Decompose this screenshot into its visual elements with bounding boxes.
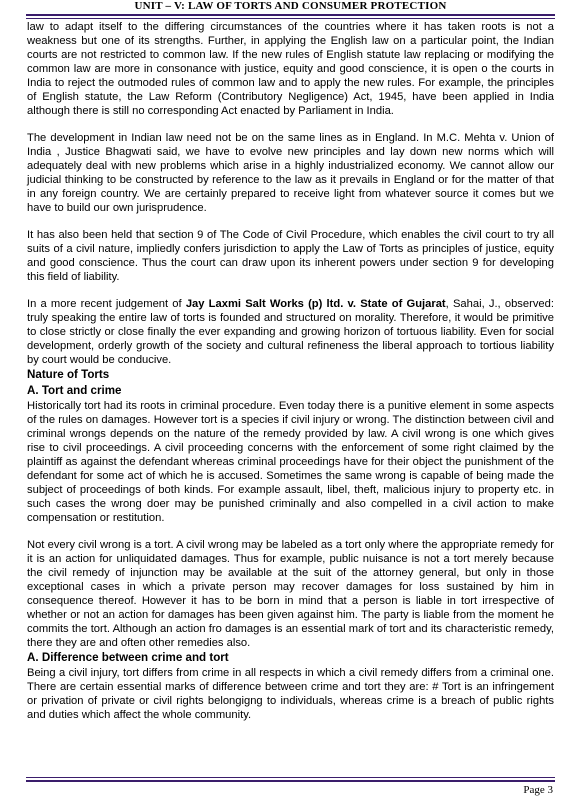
paragraph-1: law to adapt itself to the differing circumstances of the countries where it has taken roots is not a weakness but one of its strengths. Further, in applying the English law on a particular point, the Indian courts are not restricted to common law. If the new rules of English statute law replacing or modifying the common law are more in consonance with justice, equity and good conscience, it is open o the courts in India to reject the outmoded rules of common law and to apply the new rules. For example, the principles of English statute, the Law Reform (Contributory Negligence) Act, 1945, have been applied in India although there is still no corresponding Act enacted by Parliament in India. [27, 21, 554, 117]
paragraph-7: Being a civil injury, tort differs from crime in all respects in which a civil remedy differs from a criminal one. There are certain essential marks of difference between crime and tort they are: # Tort is an infringement or privation of private or civil rights belongigng to individuals, whereas crime is a breach of public rights and duties which affect the whole community. [27, 667, 554, 721]
page-number: Page 3 [523, 784, 553, 796]
paragraph-6: Not every civil wrong is a tort. A civil wrong may be labeled as a tort only where the appropriate remedy for it is an action for unliquidated damages. Thus for example, public nuisance is not a tort merely because the civil remedy of injunction may be available at the suit of the attorney general, but only in those exceptional cases in which a private person may recover damages for loss sustained by him in consequence thereof. However it has to be born in mind that a person is liable in tort irrespective of whether or not an action for damages has been given against him. The party is liable from the moment he commits the tort. Although an action fro damages is an essential mark of tort and its characteristic remedy, there they are and often other remedies also. [27, 539, 554, 649]
heading-difference-crime-tort: A. Difference between crime and tort [27, 651, 229, 664]
paragraph-4 [27, 297, 554, 367]
paragraph-3: It has also been held that section 9 of The Code of Civil Procedure, which enables the civil court to try all suits of a civil nature, impliedly confers jurisdiction to apply the Law of Torts as principles of justice, equity and good conscience. Thus the court can draw upon its inherent powers under section 9 for developing this field of liability. [27, 229, 554, 283]
heading-tort-and-crime: A. Tort and crime [27, 384, 122, 397]
footer-rule-thin [26, 777, 555, 778]
footer-rule-thick [26, 780, 555, 782]
running-header: UNIT – V: LAW OF TORTS AND CONSUMER PROTECTION [134, 0, 447, 12]
header-rule-thick [26, 14, 555, 16]
paragraph-5: Historically tort had its roots in criminal procedure. Even today there is a punitive element in some aspects of the rules on damages. However tort is a species if civil injury or wrong. The distinction between civil and criminal wrongs depends on the nature of the remedy provided by law. A civil wrong is one which gives rise to civil proceedings. A civil proceeding concerns with the enforcement of some right claimed by the plaintiff as against the defendant whereas criminal proceedings have for their object the punishment of the defendant for some act of which he is accused. Sometimes the same wrong is capable of being made the subject of proceedings of both kinds. For example assault, libel, theft, malicious injury to property etc. in such cases the wrong doer may be punished criminally and also compelled in a civil action to make compensation or restitution. [27, 400, 554, 524]
heading-nature-of-torts: Nature of Torts [27, 368, 110, 381]
paragraph-4-lead: In a more recent judgement of [27, 298, 186, 310]
paragraph-4-rest: , Sahai, J., observed: truly speaking the entire law of torts is founded and structured on morality. Therefore, it would be primitive to close strictly or close finally the ever expanding and growing horizon of tortuous liability. Even for social development, orderly growth of the society and cultural refineness the liberal approach to tortious liability by court would be conducive. [27, 298, 554, 366]
case-name: Jay Laxmi Salt Works (p) ltd. v. State of Gujarat [185, 298, 446, 310]
body-text [27, 20, 554, 722]
paragraph-2: The development in Indian law need not be on the same lines as in England. In M.C. Mehta v. Union of India , Justice Bhagwati said, we have to evolve new principles and lay down new norms which will adequately deal with new problems which arise in a highly industrialized economy. We cannot allow our judicial thinking to be constructed by reference to the law as it prevails in England or for the matter of that in any foreign country. We are certainly prepared to receive light from whatever source it comes but we have to build our own jurisprudence. [27, 132, 554, 214]
header-rule-thin [26, 18, 555, 19]
